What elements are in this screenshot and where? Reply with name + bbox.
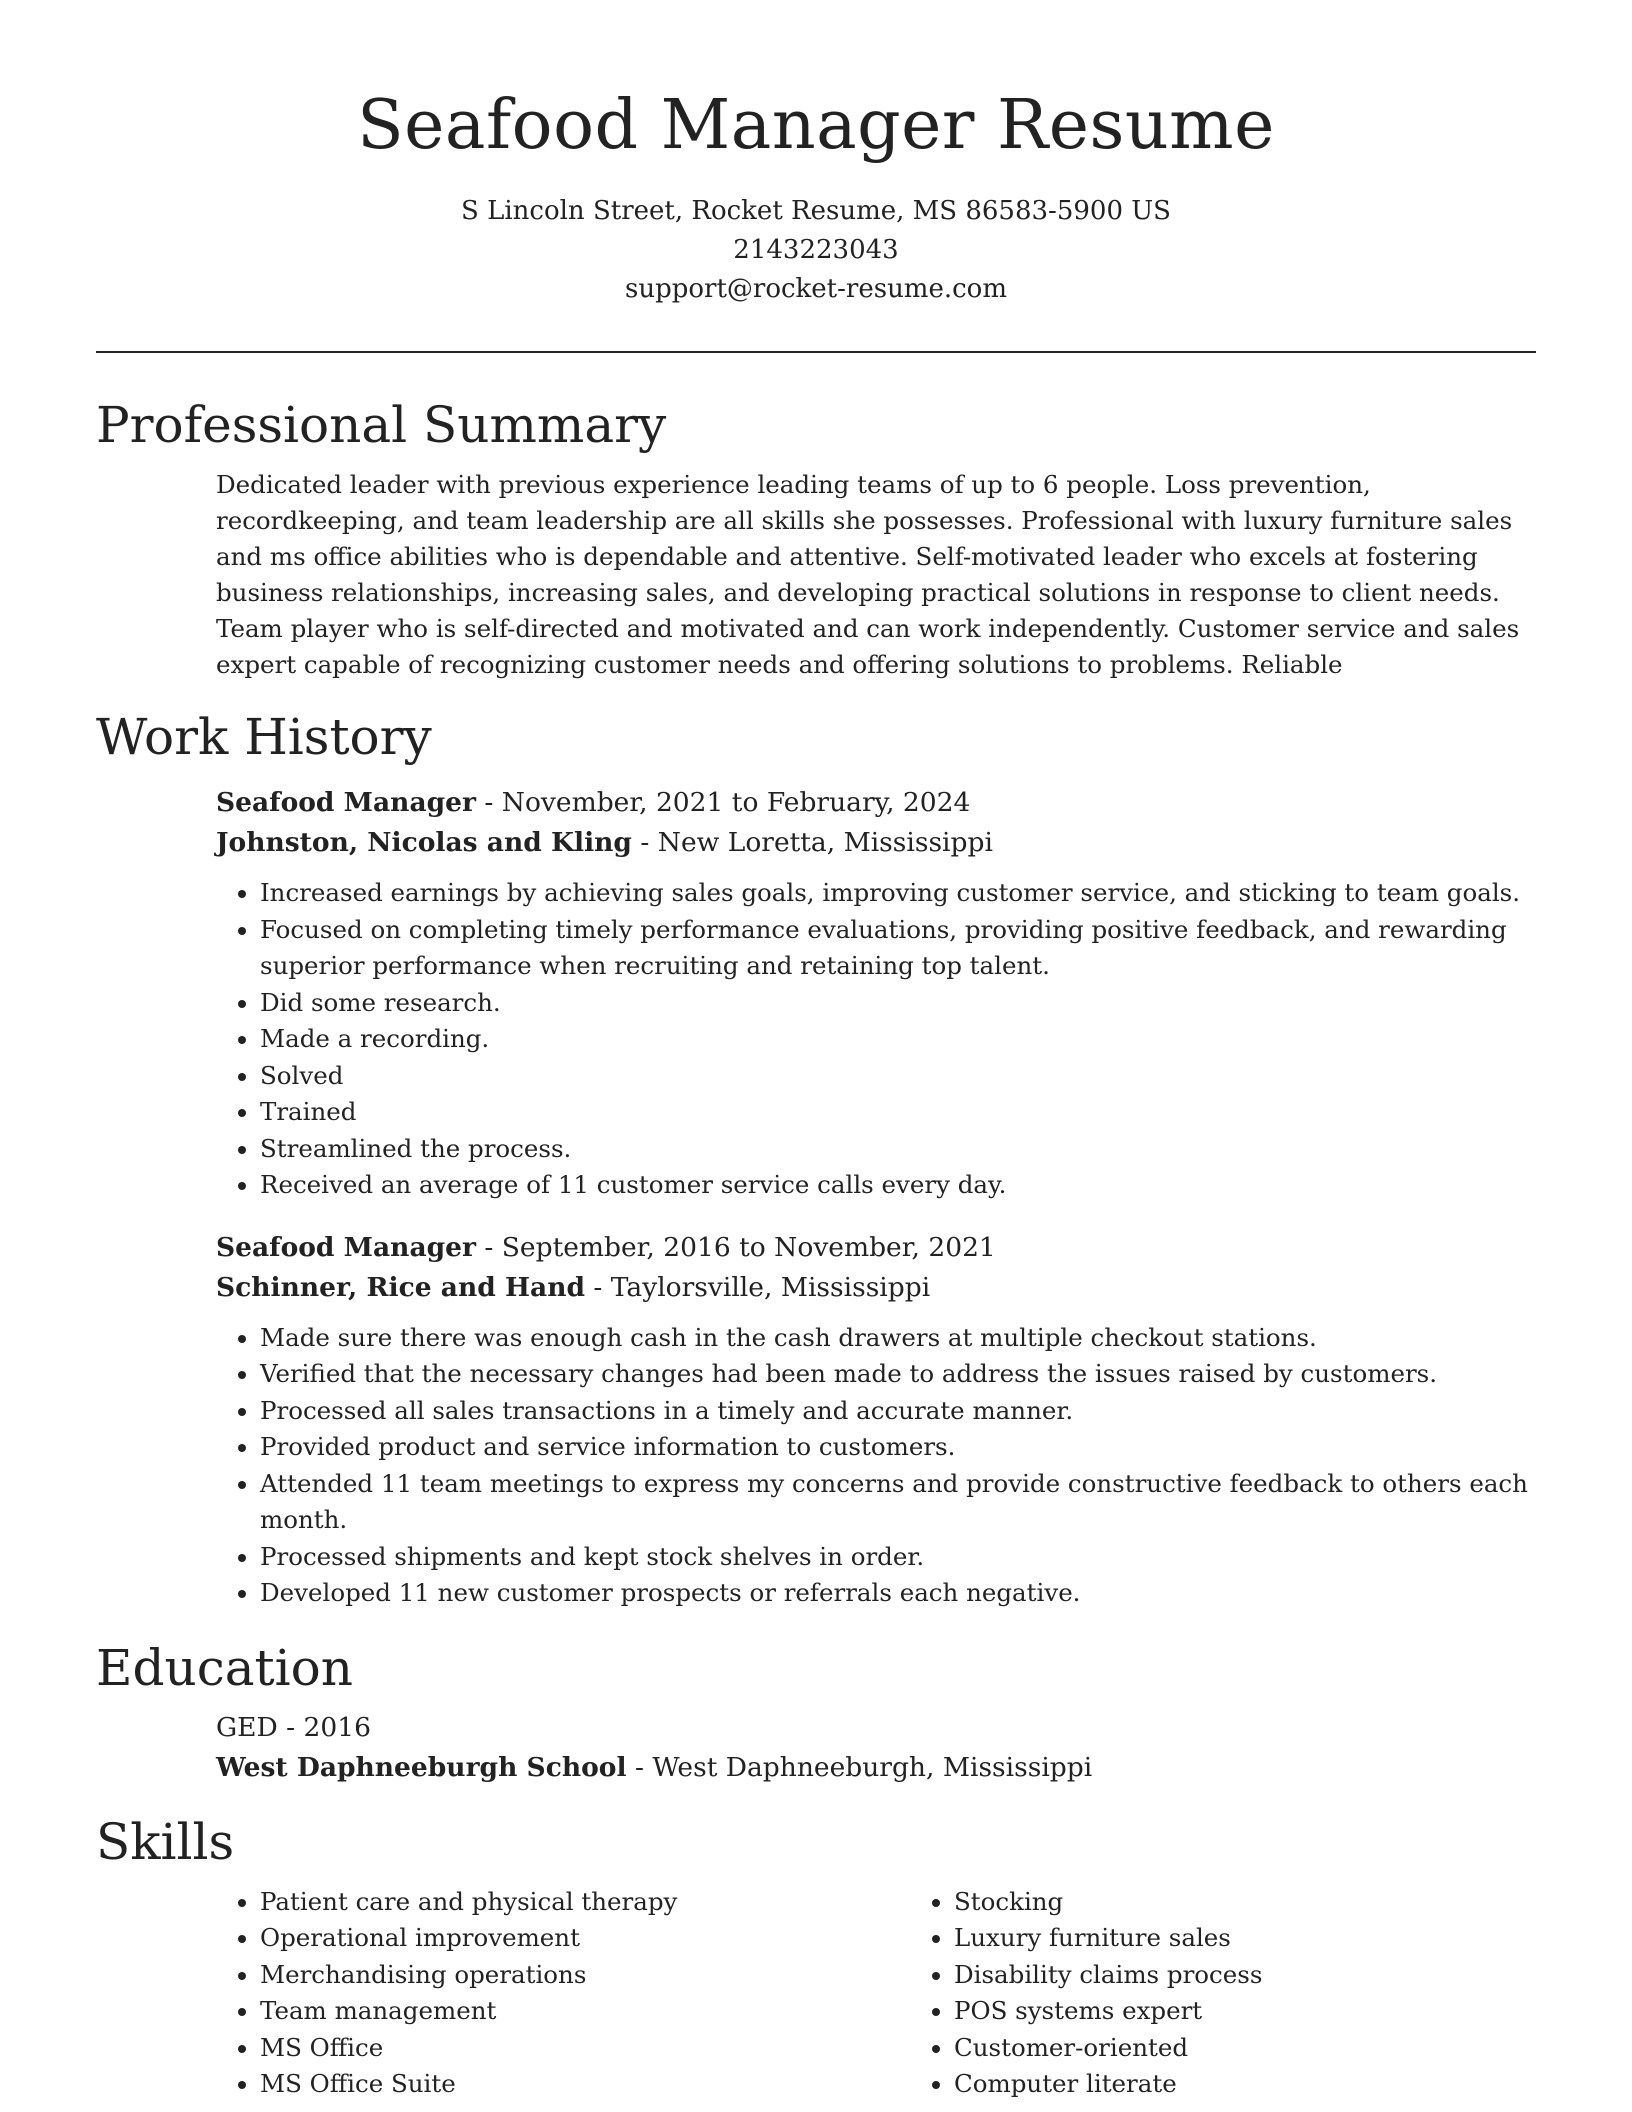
phone-text: 2143223043 (733, 235, 899, 265)
summary-section (96, 393, 1536, 683)
skills-right-list (910, 1884, 1536, 2103)
job-company-line (216, 1268, 1536, 1308)
job-title-line (216, 1228, 1536, 1268)
list-item: • Streamlined the process. (260, 1131, 1536, 1168)
job-location: - New Loretta, Mississippi (631, 827, 993, 858)
work-history-section (96, 705, 1536, 1612)
list-item: • Verified that the necessary changes had been made to address the issues raised by customers. (260, 1356, 1536, 1393)
summary-heading: Professional Summary (96, 396, 667, 454)
list-item: • Patient care and physical therapy (260, 1884, 910, 1921)
list-item: • Provided product and service information to customers. (260, 1429, 1536, 1466)
list-item: • Operational improvement (260, 1920, 910, 1957)
list-item: • Made sure there was enough cash in the cash drawers at multiple checkout stations. (260, 1320, 1536, 1357)
email-text: support@rocket-resume.com (624, 274, 1007, 304)
job-title: Seafood Manager (216, 1231, 476, 1263)
education-section (96, 1636, 1536, 1788)
contact-info (96, 192, 1536, 309)
skills-section (96, 1810, 1536, 2103)
work-history-heading: Work History (96, 708, 432, 766)
job-location: - Taylorsville, Mississippi (585, 1271, 931, 1303)
job-dates: - September, 2016 to November, 2021 (475, 1231, 996, 1263)
header-divider (96, 351, 1536, 353)
list-item: • Did some research. (260, 985, 1536, 1022)
list-item: • Focused on completing timely performance evaluations, providing positive feedback, and rewarding superior performance when recruiting and retaining top talent. (260, 912, 1536, 985)
job-company: Schinner, Rice and Hand (216, 1271, 585, 1303)
job-title: Seafood Manager (216, 787, 476, 818)
education-school: West Daphneeburgh School (216, 1751, 627, 1783)
education-heading: Education (96, 1638, 353, 1697)
skills-left-list (216, 1884, 910, 2103)
list-item: • Team management (260, 1993, 910, 2030)
job-company: Johnston, Nicolas and Kling (216, 827, 632, 858)
summary-text: Dedicated leader with previous experience leading teams of up to 6 people. Loss prevention, recordkeeping, and team leadership are all skills she possesses. Professional with luxury furniture sales and ms office abilities who is dependable and attentive. Self-motivated leader who excels at fostering business relationships, increasing sales, and developing practical solutions in response to client needs. Team player who is self-directed and motivated and can work independently. Customer service and sales expert capable of recognizing customer needs and offering solutions to problems. Reliable (216, 470, 1520, 679)
education-school-line (216, 1748, 1536, 1788)
job-bullets (216, 1320, 1536, 1612)
list-item: • POS systems expert (954, 1993, 1536, 2030)
list-item: • Increased earnings by achieving sales goals, improving customer service, and sticking to team goals. (260, 875, 1536, 912)
list-item: • Trained (260, 1094, 1536, 1131)
resume-header (96, 0, 1536, 309)
list-item: • Merchandising operations (260, 1957, 910, 1994)
list-item: • Customer-oriented (954, 2030, 1536, 2067)
job-dates: - November, 2021 to February, 2024 (475, 787, 971, 818)
education-degree: GED - 2016 (216, 1711, 372, 1743)
list-item: • Disability claims process (954, 1957, 1536, 1994)
list-item: • Luxury furniture sales (954, 1920, 1536, 1957)
resume-title: Seafood Manager Resume (357, 86, 1275, 165)
list-item: • Solved (260, 1058, 1536, 1095)
list-item: • Processed all sales transactions in a timely and accurate manner. (260, 1393, 1536, 1430)
address-text: S Lincoln Street, Rocket Resume, MS 86583-5900 US (461, 196, 1171, 226)
job-entry (216, 1228, 1536, 1612)
skills-heading: Skills (96, 1812, 235, 1871)
job-bullets (216, 875, 1536, 1204)
list-item: • Developed 11 new customer prospects or referrals each negative. (260, 1575, 1536, 1612)
job-company-line (216, 823, 1536, 863)
education-location: - West Daphneeburgh, Mississippi (626, 1751, 1093, 1783)
skills-columns (96, 1884, 1536, 2103)
list-item: • Processed shipments and kept stock shelves in order. (260, 1539, 1536, 1576)
list-item: • MS Office Suite (260, 2066, 910, 2103)
list-item: • Stocking (954, 1884, 1536, 1921)
list-item: • Received an average of 11 customer service calls every day. (260, 1167, 1536, 1204)
list-item: • MS Office (260, 2030, 910, 2067)
job-title-line (216, 783, 1536, 823)
job-entry (216, 783, 1536, 1204)
list-item: • Computer literate (954, 2066, 1536, 2103)
list-item: • Made a recording. (260, 1021, 1536, 1058)
list-item: • Attended 11 team meetings to express my concerns and provide constructive feedback to others each month. (260, 1466, 1536, 1539)
